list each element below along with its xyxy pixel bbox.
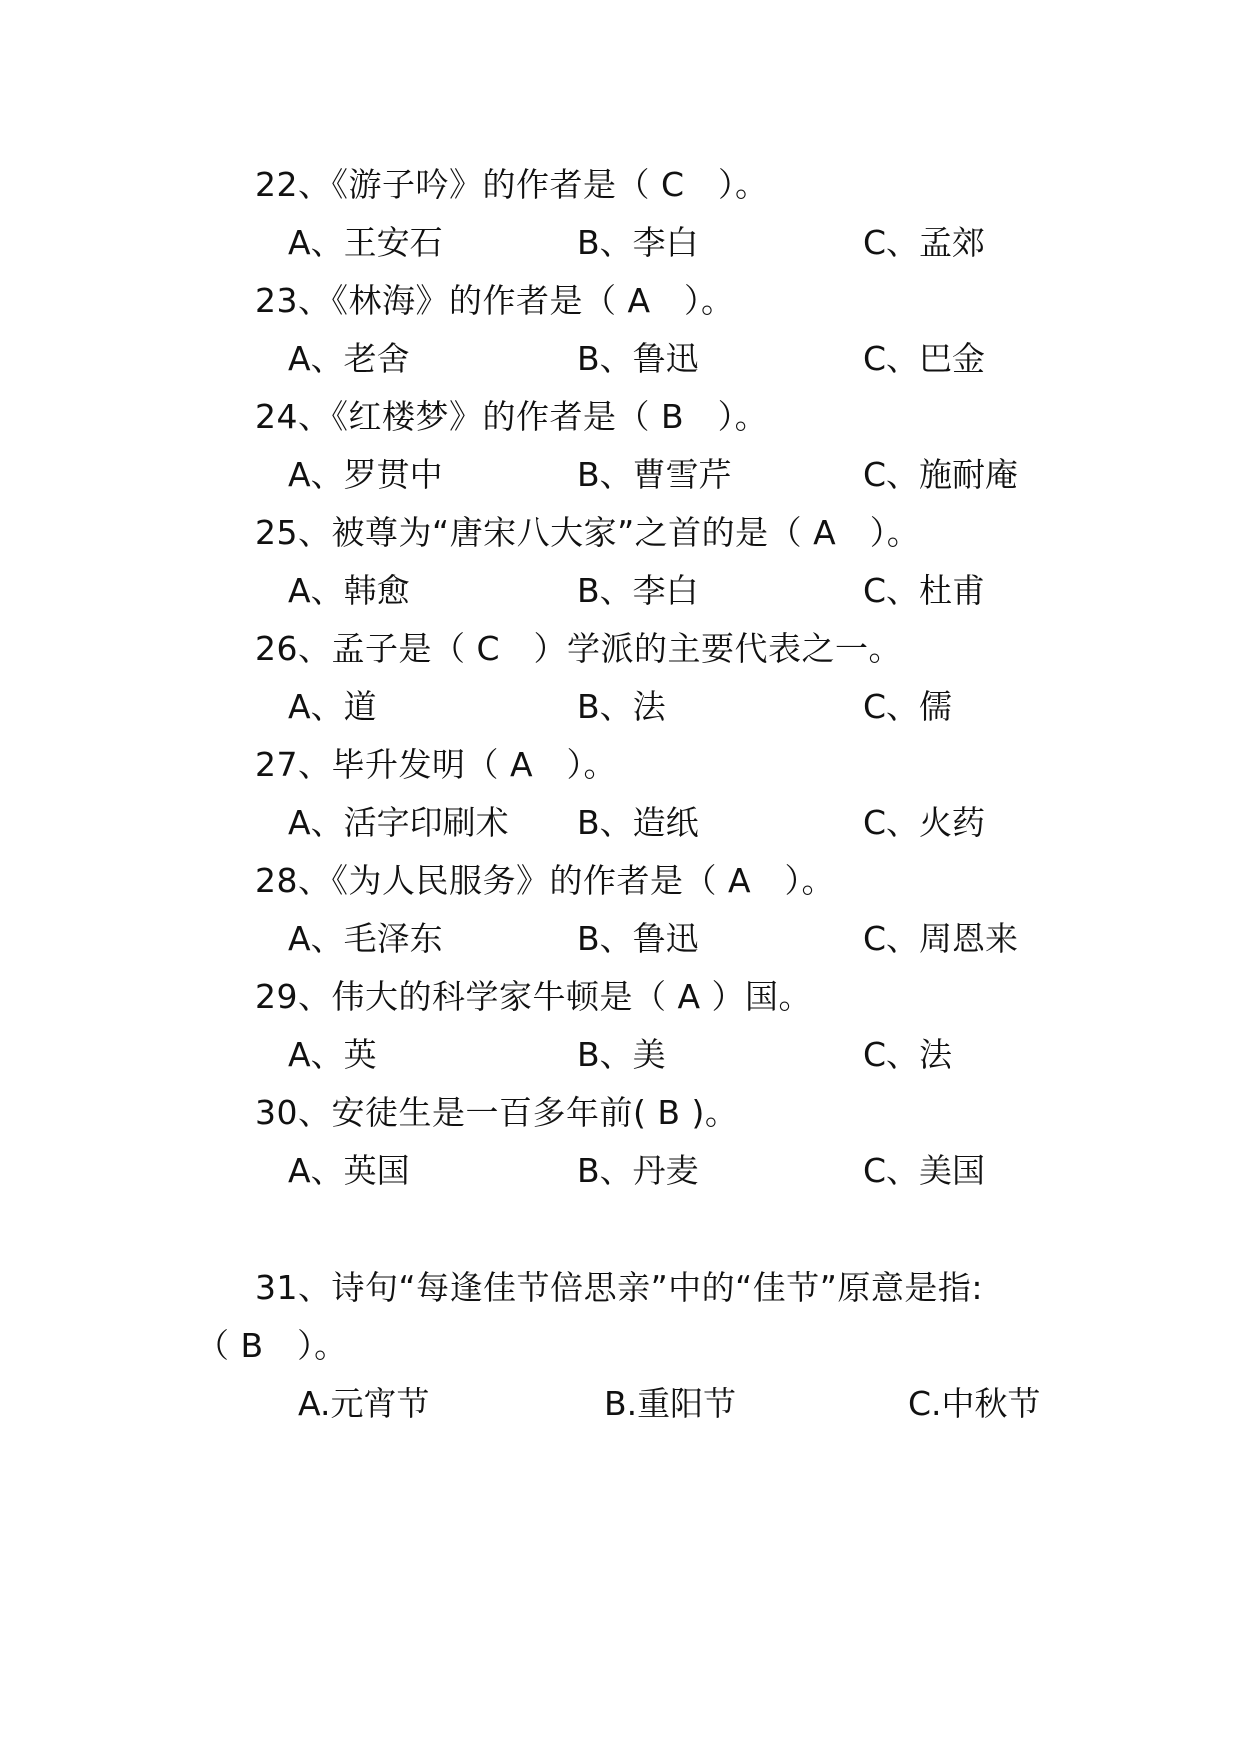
- option-c: C、火药: [863, 803, 986, 842]
- option-b: B、丹麦: [577, 1151, 699, 1190]
- option-c: C、巴金: [863, 339, 986, 378]
- option-b: B、造纸: [577, 803, 699, 842]
- question-28: 28、《为人民服务》的作者是（ A ）。: [255, 861, 836, 900]
- option-c: C、孟郊: [863, 223, 986, 262]
- option-c: C、施耐庵: [863, 455, 1019, 494]
- option-b: B、美: [577, 1035, 666, 1074]
- option-a: A、英: [288, 1035, 377, 1074]
- option-b: B、李白: [577, 571, 699, 610]
- option-a: A、道: [288, 687, 377, 726]
- question-31-line-1: 31、诗句“每逢佳节倍思亲”中的“佳节”原意是指:: [255, 1268, 983, 1307]
- option-b: B.重阳节: [604, 1384, 737, 1423]
- option-b: B、曹雪芹: [577, 455, 732, 494]
- option-c: C、杜甫: [863, 571, 986, 610]
- question-31-line-2: （ B ）。: [196, 1326, 348, 1365]
- option-b: B、鲁迅: [577, 919, 699, 958]
- question-24: 24、《红楼梦》的作者是（ B ）。: [255, 397, 769, 436]
- option-c: C、儒: [863, 687, 953, 726]
- question-23: 23、《林海》的作者是（ A ）。: [255, 281, 735, 320]
- option-a: A、活字印刷术: [288, 803, 509, 842]
- option-c: C.中秋节: [908, 1384, 1041, 1423]
- option-b: B、李白: [577, 223, 699, 262]
- question-29: 29、伟大的科学家牛顿是（ A ）国。: [255, 977, 813, 1016]
- option-c: C、法: [863, 1035, 953, 1074]
- question-30: 30、安徒生是一百多年前( B )。: [255, 1093, 739, 1132]
- option-a: A、罗贯中: [288, 455, 443, 494]
- option-c: C、周恩来: [863, 919, 1019, 958]
- option-c: C、美国: [863, 1151, 986, 1190]
- option-a: A、毛泽东: [288, 919, 443, 958]
- option-a: A、韩愈: [288, 571, 410, 610]
- question-25: 25、被尊为“唐宋八大家”之首的是（ A ）。: [255, 513, 921, 552]
- option-b: B、鲁迅: [577, 339, 699, 378]
- option-a: A.元宵节: [298, 1384, 430, 1423]
- question-22: 22、《游子吟》的作者是（ C ）。: [255, 165, 769, 204]
- question-26: 26、孟子是（ C ）学派的主要代表之一。: [255, 629, 903, 668]
- question-27: 27、毕升发明（ A ）。: [255, 745, 618, 784]
- option-a: A、老舍: [288, 339, 410, 378]
- option-a: A、英国: [288, 1151, 410, 1190]
- option-a: A、王安石: [288, 223, 443, 262]
- option-b: B、法: [577, 687, 666, 726]
